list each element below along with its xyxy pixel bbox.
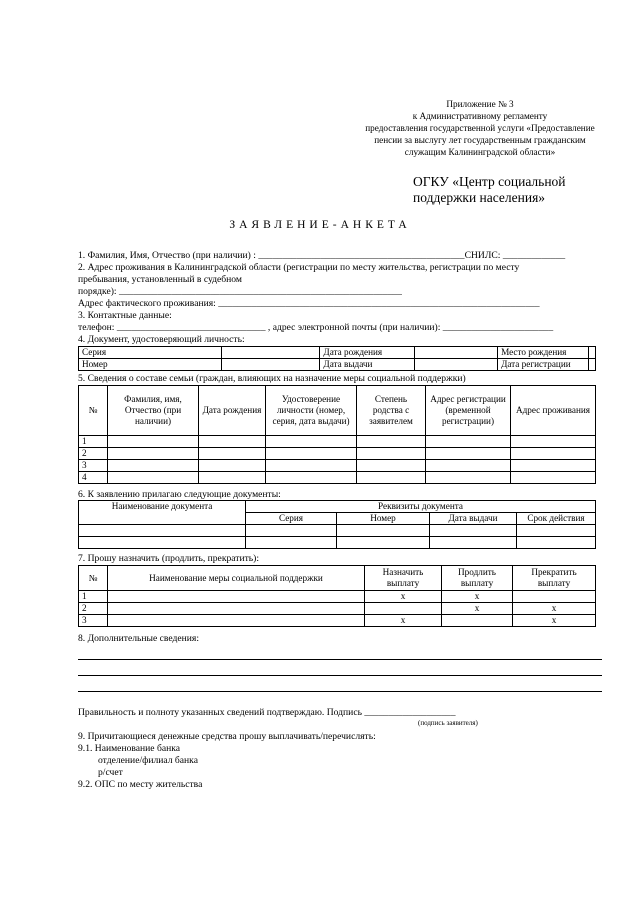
family-cell[interactable] bbox=[426, 460, 511, 472]
id-birthplace-label: Место рождения bbox=[498, 347, 589, 359]
family-cell[interactable] bbox=[357, 436, 426, 448]
appendix-header bbox=[335, 98, 625, 158]
family-cell[interactable] bbox=[266, 436, 357, 448]
measures-stop-cell[interactable]: x bbox=[513, 615, 596, 627]
org-line: поддержки населения» bbox=[413, 190, 546, 205]
field-actual-address[interactable]: Адрес фактического проживания: ___________________________________________________________________ bbox=[78, 298, 540, 309]
docs-name-header: Наименование документа bbox=[79, 501, 246, 525]
family-cell[interactable] bbox=[511, 436, 596, 448]
family-cell[interactable] bbox=[426, 436, 511, 448]
appendix-line: Приложение № 3 bbox=[446, 99, 514, 109]
docs-cell[interactable] bbox=[246, 525, 337, 537]
field-address-label-2: пребывания, установленный в судебном bbox=[78, 274, 242, 285]
additional-info-line[interactable] bbox=[78, 659, 602, 660]
docs-subheader-series: Серия bbox=[246, 513, 337, 525]
section-attached-docs: 6. К заявлению прилагаю следующие документы: bbox=[78, 489, 281, 500]
id-series-value[interactable] bbox=[221, 347, 320, 359]
family-cell[interactable] bbox=[511, 448, 596, 460]
family-cell[interactable] bbox=[199, 448, 266, 460]
family-header: Удостоверение личности (номер, серия, дата выдачи) bbox=[266, 386, 357, 436]
signature-hint: (подпись заявителя) bbox=[418, 719, 478, 727]
docs-subheader-number: Номер bbox=[337, 513, 430, 525]
family-cell[interactable] bbox=[108, 472, 199, 484]
field-account[interactable]: р/счет bbox=[98, 767, 123, 778]
family-cell[interactable] bbox=[108, 448, 199, 460]
family-cell[interactable] bbox=[266, 448, 357, 460]
measures-stop-cell[interactable]: x bbox=[513, 603, 596, 615]
appendix-line: пенсии за выслугу лет государственным гражданским bbox=[374, 135, 586, 145]
measures-name-cell[interactable] bbox=[108, 591, 365, 603]
measures-extend-cell[interactable]: x bbox=[442, 591, 513, 603]
field-bank-name[interactable]: 9.1. Наименование банка bbox=[78, 743, 181, 754]
family-cell[interactable] bbox=[266, 460, 357, 472]
docs-cell[interactable] bbox=[517, 525, 596, 537]
id-birthdate-label: Дата рождения bbox=[320, 347, 415, 359]
measures-header: Назначить выплату bbox=[365, 566, 442, 591]
measures-assign-cell[interactable]: x bbox=[365, 591, 442, 603]
docs-cell[interactable] bbox=[79, 537, 246, 549]
measures-extend-cell[interactable]: x bbox=[442, 603, 513, 615]
family-row-number: 4 bbox=[79, 472, 108, 484]
docs-cell[interactable] bbox=[430, 537, 517, 549]
section-family: 5. Сведения о составе семьи (граждан, влияющих на назначение меры социальной поддержки) bbox=[78, 373, 466, 384]
id-issue-date-label: Дата выдачи bbox=[320, 359, 415, 371]
family-cell[interactable] bbox=[511, 460, 596, 472]
id-registration-date-value[interactable] bbox=[589, 359, 596, 371]
section-id-document: 4. Документ, удостоверяющий личность: bbox=[78, 334, 245, 345]
docs-subheader-issue-date: Дата выдачи bbox=[430, 513, 517, 525]
family-header: Фамилия, имя, Отчество (при наличии) bbox=[108, 386, 199, 436]
id-birthplace-value[interactable] bbox=[589, 347, 596, 359]
field-post-office[interactable]: 9.2. ОПС по месту жительства bbox=[78, 779, 203, 790]
documents-table bbox=[78, 500, 596, 549]
family-cell[interactable] bbox=[108, 460, 199, 472]
family-cell[interactable] bbox=[199, 436, 266, 448]
family-cell[interactable] bbox=[108, 436, 199, 448]
family-row-number: 2 bbox=[79, 448, 108, 460]
family-cell[interactable] bbox=[511, 472, 596, 484]
family-cell[interactable] bbox=[357, 472, 426, 484]
section-contacts: 3. Контактные данные: bbox=[78, 310, 172, 321]
appendix-line: к Административному регламенту bbox=[412, 111, 548, 121]
measures-row-number: 1 bbox=[79, 591, 108, 603]
family-cell[interactable] bbox=[266, 472, 357, 484]
field-fio-snils[interactable]: 1. Фамилия, Имя, Отчество (при наличии) : ___________________________________________СНИЛС: _____________ bbox=[78, 250, 566, 261]
family-cell[interactable] bbox=[426, 472, 511, 484]
family-row-number: 1 bbox=[79, 436, 108, 448]
measures-header: № bbox=[79, 566, 108, 591]
measures-row-number: 2 bbox=[79, 603, 108, 615]
confirmation-signature[interactable]: Правильность и полноту указанных сведений подтверждаю. Подпись ___________________ bbox=[78, 707, 456, 718]
id-series-label: Серия bbox=[79, 347, 222, 359]
section-additional-info: 8. Дополнительные сведения: bbox=[78, 633, 199, 644]
family-header: Адрес проживания bbox=[511, 386, 596, 436]
docs-subheader-validity: Срок действия bbox=[517, 513, 596, 525]
docs-cell[interactable] bbox=[430, 525, 517, 537]
measures-extend-cell[interactable] bbox=[442, 615, 513, 627]
additional-info-line[interactable] bbox=[78, 691, 602, 692]
docs-cell[interactable] bbox=[337, 525, 430, 537]
docs-cell[interactable] bbox=[79, 525, 246, 537]
id-registration-date-label: Дата регистрации bbox=[498, 359, 589, 371]
id-number-value[interactable] bbox=[221, 359, 320, 371]
family-cell[interactable] bbox=[357, 460, 426, 472]
measures-stop-cell[interactable] bbox=[513, 591, 596, 603]
field-address-label: 2. Адрес проживания в Калининградской области (регистрации по месту жительства, регистрации по месту bbox=[78, 262, 520, 273]
family-header: Степень родства с заявителем bbox=[357, 386, 426, 436]
measures-header: Прекратить выплату bbox=[513, 566, 596, 591]
id-number-label: Номер bbox=[79, 359, 222, 371]
section-request: 7. Прошу назначить (продлить, прекратить): bbox=[78, 553, 260, 564]
docs-cell[interactable] bbox=[246, 537, 337, 549]
field-bank-branch[interactable]: отделение/филиал банка bbox=[98, 755, 198, 766]
appendix-line: служащим Калининградской области» bbox=[404, 147, 556, 157]
family-cell[interactable] bbox=[199, 460, 266, 472]
family-header: Адрес регистрации (временной регистрации) bbox=[426, 386, 511, 436]
measures-name-cell[interactable] bbox=[108, 615, 365, 627]
measures-header: Продлить выплату bbox=[442, 566, 513, 591]
family-row-number: 3 bbox=[79, 460, 108, 472]
recipient-org bbox=[413, 174, 566, 206]
appendix-line: предоставления государственной услуги «Предоставление bbox=[365, 123, 595, 133]
family-cell[interactable] bbox=[199, 472, 266, 484]
family-header: Дата рождения bbox=[199, 386, 266, 436]
measures-header: Наименование меры социальной поддержки bbox=[108, 566, 365, 591]
additional-info-line[interactable] bbox=[78, 675, 602, 676]
measures-row-number: 3 bbox=[79, 615, 108, 627]
measures-assign-cell[interactable] bbox=[365, 603, 442, 615]
org-line: ОГКУ «Центр социальной bbox=[413, 174, 566, 189]
field-address-court[interactable]: порядке): ___________________________________________________________ bbox=[78, 286, 402, 297]
id-issue-date-value[interactable] bbox=[415, 359, 498, 371]
measures-table bbox=[78, 565, 596, 627]
document-title: ЗАЯВЛЕНИЕ-АНКЕТА bbox=[229, 219, 411, 231]
measures-assign-cell[interactable]: x bbox=[365, 615, 442, 627]
id-document-table bbox=[78, 346, 596, 371]
docs-cell[interactable] bbox=[337, 537, 430, 549]
section-payment: 9. Причитающиеся денежные средства прошу выплачивать/перечислять: bbox=[78, 731, 376, 742]
family-header: № bbox=[79, 386, 108, 436]
family-cell[interactable] bbox=[426, 448, 511, 460]
family-table bbox=[78, 385, 596, 484]
docs-requisites-header: Реквизиты документа bbox=[246, 501, 596, 513]
measures-name-cell[interactable] bbox=[108, 603, 365, 615]
docs-cell[interactable] bbox=[517, 537, 596, 549]
family-cell[interactable] bbox=[357, 448, 426, 460]
id-birthdate-value[interactable] bbox=[415, 347, 498, 359]
field-phone-email[interactable]: телефон: _______________________________ , адрес электронной почты (при наличии): _______________________ bbox=[78, 322, 554, 333]
